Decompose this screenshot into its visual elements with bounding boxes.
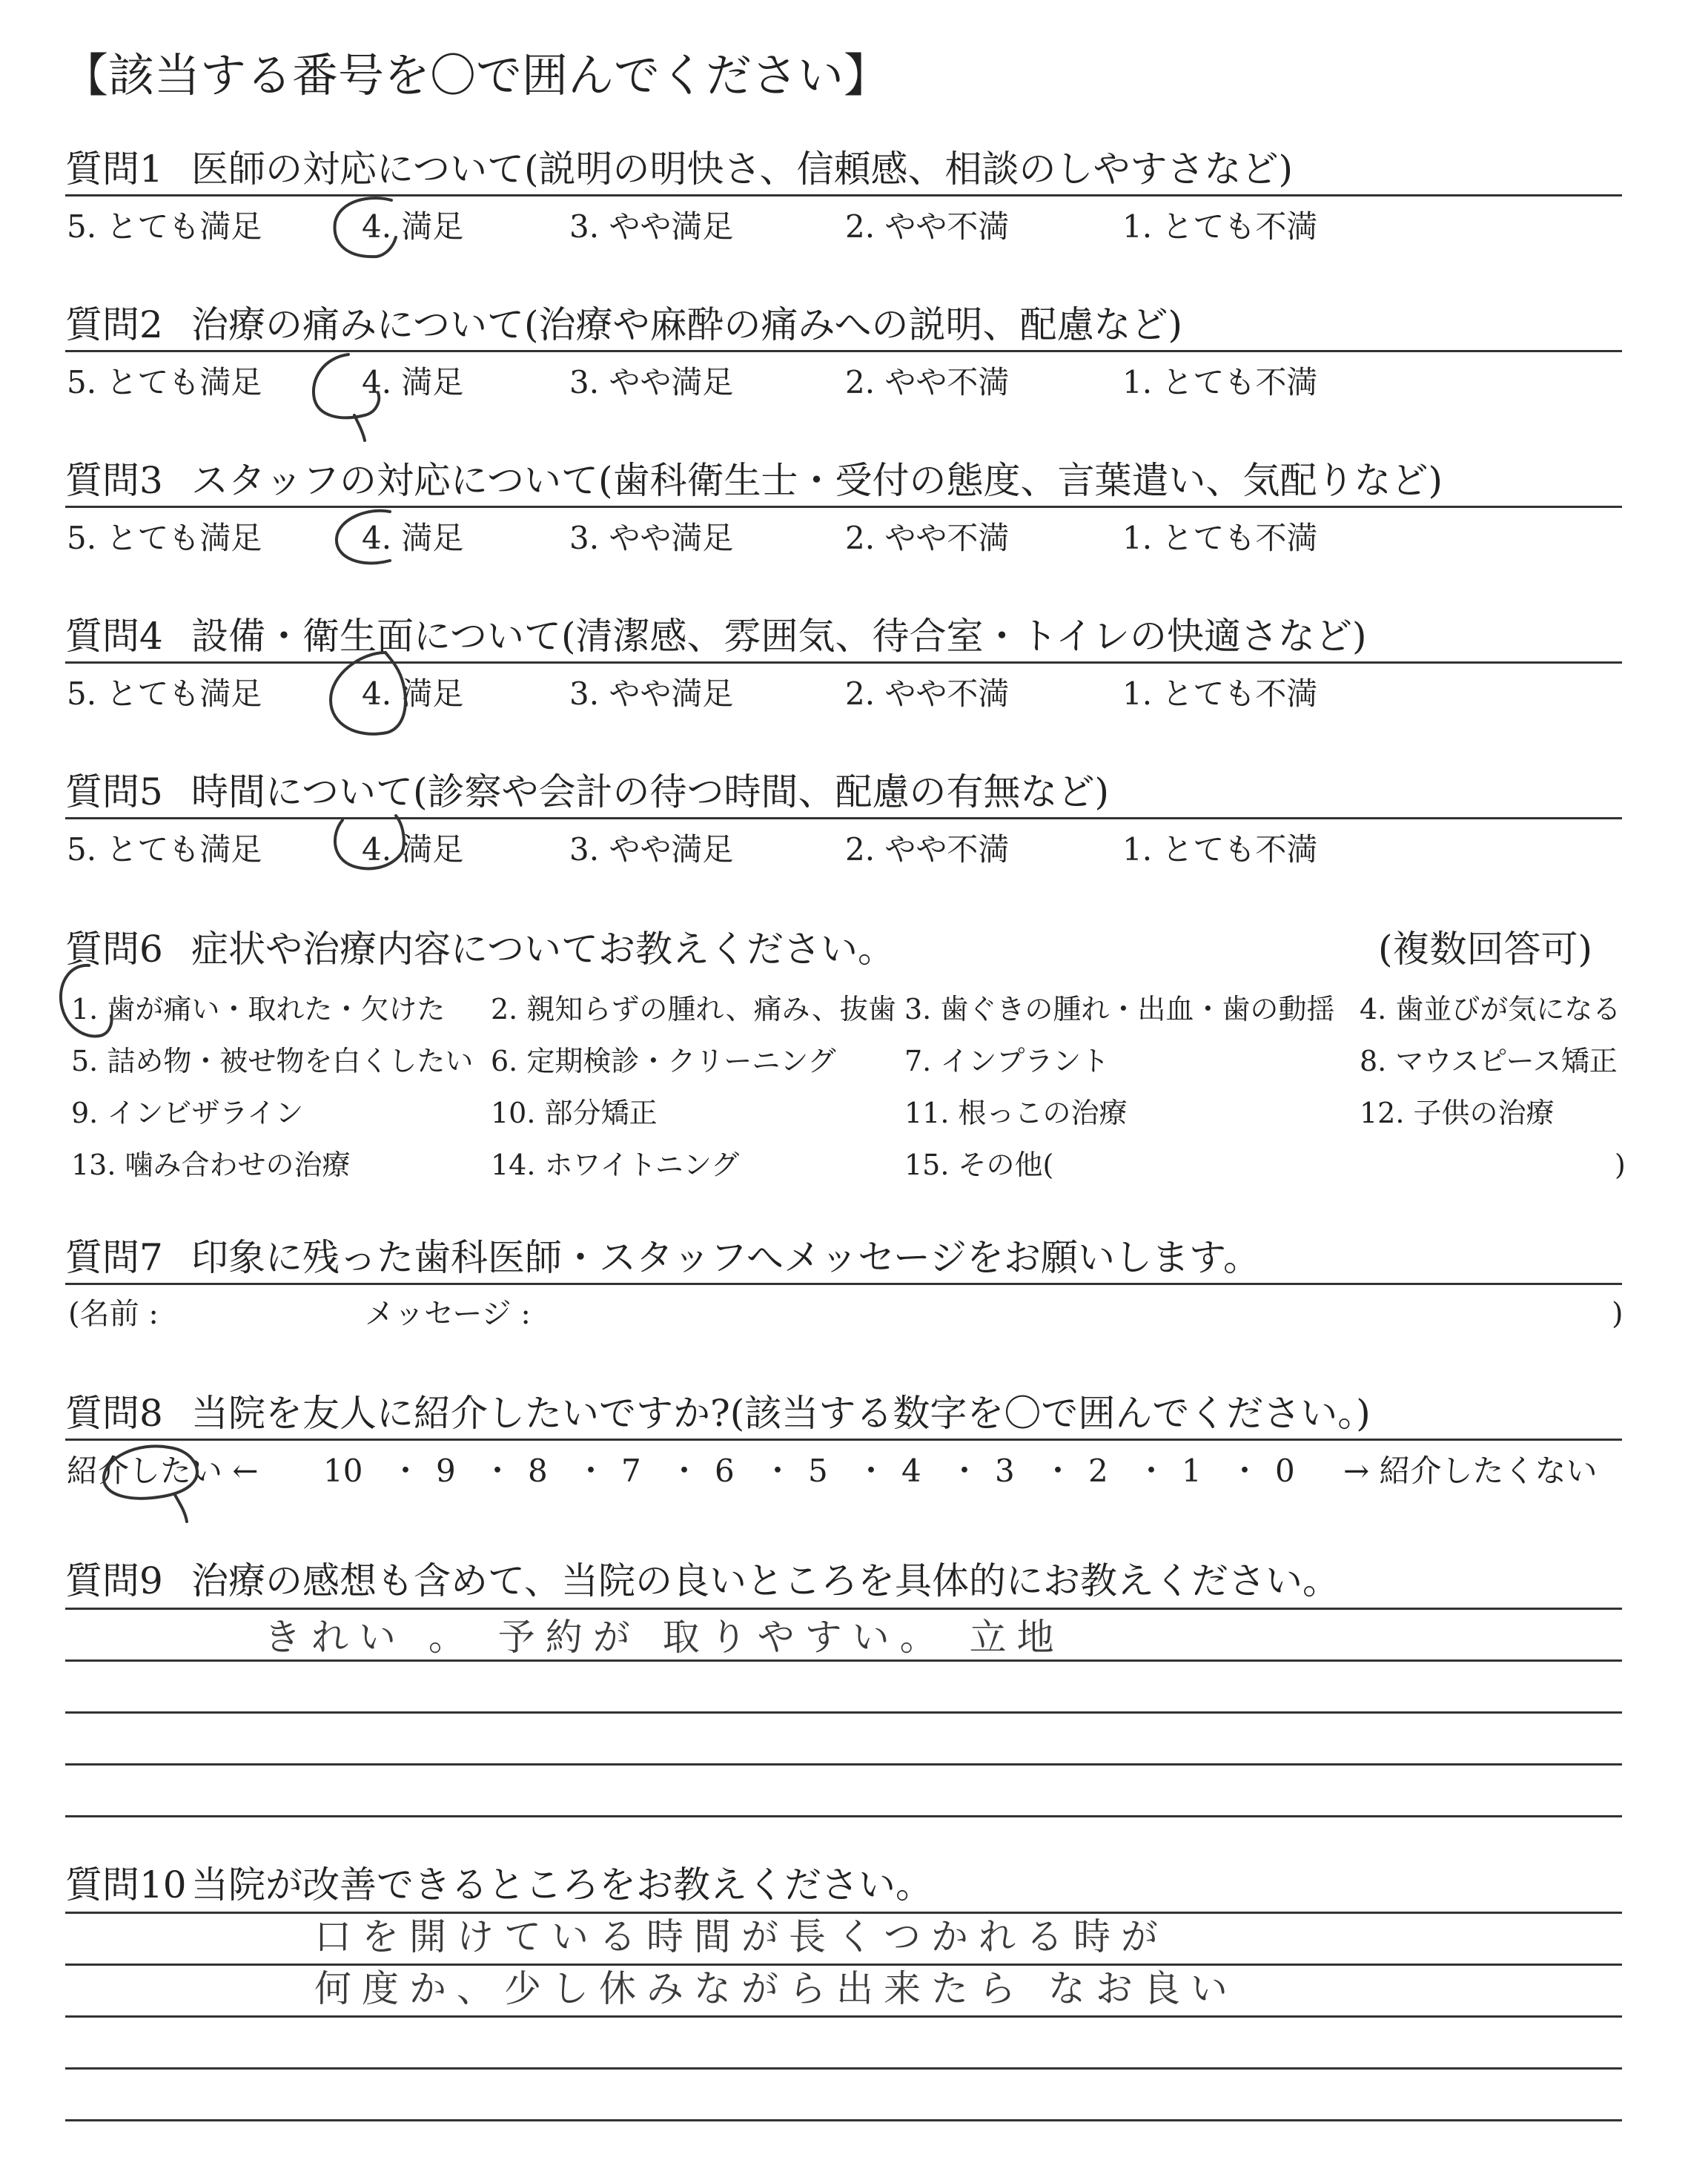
scale-value-5[interactable]: 5 [808, 1453, 828, 1489]
option-4[interactable]: 4. 満足 [362, 676, 464, 712]
option-4[interactable]: 4. 満足 [362, 364, 464, 400]
scale-separator: ・ [855, 1453, 887, 1489]
recommend-scale [65, 1450, 1622, 1493]
handwritten-answer: 何度か、少し休みながら出来たら なお良い [314, 1967, 1238, 2010]
scale-separator: ・ [669, 1453, 701, 1489]
option-4[interactable]: 4. 満足 [362, 208, 464, 245]
symptom-option[interactable]: 7. インプラント [904, 1045, 1110, 1077]
question-4 [65, 612, 1622, 724]
question-text: 症状や治療内容についてお教えください。 [191, 928, 895, 971]
handwritten-answer: きれい 。 予約が 取りやすい。 立地 [264, 1616, 1065, 1659]
question-number: 質問3 [65, 459, 163, 502]
answer-line[interactable] [65, 2015, 1622, 2018]
scale-value-1[interactable]: 1 [1182, 1453, 1202, 1489]
option-4[interactable]: 4. 満足 [362, 520, 464, 556]
scale-value-10[interactable]: 10 [323, 1453, 363, 1489]
question-6 [65, 925, 1626, 1192]
scale-separator: ・ [762, 1453, 794, 1489]
symptom-option[interactable]: 14. ホワイトニング [491, 1149, 740, 1181]
symptom-option[interactable]: 11. 根っこの治療 [904, 1097, 1128, 1129]
question-10 [65, 1861, 1622, 2143]
answer-line[interactable] [65, 1912, 1622, 1914]
symptom-option[interactable]: 10. 部分矯正 [491, 1097, 658, 1129]
question-text: 時間について(診察や会計の待つ時間、配慮の有無など) [191, 770, 1110, 813]
divider [65, 350, 1622, 352]
scale-separator: ・ [482, 1453, 514, 1489]
question-2 [65, 301, 1622, 412]
symptom-option[interactable]: 9. インビザライン [71, 1097, 304, 1129]
option-2[interactable]: 2. やや不満 [845, 364, 1010, 400]
symptom-row [65, 1093, 1622, 1135]
question-number: 質問9 [65, 1559, 163, 1602]
option-5[interactable]: 5. とても満足 [67, 364, 262, 400]
divider [65, 506, 1622, 508]
scale-value-4[interactable]: 4 [901, 1453, 921, 1489]
symptom-row [65, 1041, 1622, 1083]
scale-separator: ・ [1042, 1453, 1074, 1489]
option-3[interactable]: 3. やや満足 [569, 364, 734, 400]
option-1[interactable]: 1. とても不満 [1122, 208, 1318, 245]
divider [65, 194, 1622, 196]
question-text: 治療の感想も含めて、当院の良いところを具体的にお教えください。 [191, 1559, 1340, 1602]
question-number: 質問10 [65, 1863, 187, 1906]
option-2[interactable]: 2. やや不満 [845, 208, 1010, 245]
handwritten-answer: 口を開けている時間が長くつかれる時が [314, 1915, 1168, 1958]
circle-mark-q2-tail [354, 415, 365, 440]
question-heading [65, 925, 895, 973]
scale-left-label[interactable]: 紹介したい ← [67, 1453, 259, 1489]
option-5[interactable]: 5. とても満足 [67, 520, 262, 556]
answer-line[interactable] [65, 2119, 1622, 2121]
scale-separator: ・ [575, 1453, 607, 1489]
question-number: 質問2 [65, 303, 163, 346]
question-number: 質問1 [65, 148, 163, 191]
question-7 [65, 1234, 1622, 1345]
symptom-option[interactable]: 3. 歯ぐきの腫れ・出血・歯の動揺 [904, 993, 1335, 1025]
scale-value-3[interactable]: 3 [995, 1453, 1015, 1489]
option-2[interactable]: 2. やや不満 [845, 676, 1010, 712]
question-5 [65, 768, 1622, 879]
answer-line[interactable] [65, 1659, 1622, 1662]
question-text: 設備・衛生面について(清潔感、雰囲気、待合室・トイレの快適さなど) [191, 615, 1367, 658]
answer-line[interactable] [65, 1711, 1622, 1714]
question-3 [65, 457, 1622, 568]
multiple-answers-note: (複数回答可) [1377, 928, 1592, 971]
question-number: 質問6 [65, 928, 163, 971]
form-title: 【該当する番号を〇で囲んでください】 [62, 48, 890, 102]
rating-options [65, 206, 1622, 249]
question-9 [65, 1557, 1622, 1839]
symptom-option[interactable]: 13. 噛み合わせの治療 [71, 1149, 351, 1181]
scale-separator: ・ [949, 1453, 981, 1489]
question-heading [65, 301, 1182, 349]
option-3[interactable]: 3. やや満足 [569, 831, 734, 868]
symptom-option[interactable]: 12. 子供の治療 [1360, 1097, 1555, 1129]
scale-value-0[interactable]: 0 [1275, 1453, 1295, 1489]
other-close-paren: ) [1615, 1149, 1626, 1181]
question-text: 印象に残った歯科医師・スタッフへメッセージをお願いします。 [191, 1236, 1260, 1279]
question-text: スタッフの対応について(歯科衛生士・受付の態度、言葉遣い、気配りなど) [191, 459, 1443, 502]
message-label[interactable]: メッセージ : [365, 1297, 531, 1331]
symptom-row [65, 1145, 1626, 1186]
option-3[interactable]: 3. やや満足 [569, 520, 734, 556]
question-number: 質問4 [65, 615, 163, 658]
question-1 [65, 145, 1622, 257]
question-heading [65, 1557, 1340, 1605]
option-4[interactable]: 4. 満足 [362, 831, 464, 868]
option-1[interactable]: 1. とても不満 [1122, 831, 1318, 868]
option-1[interactable]: 1. とても不満 [1122, 676, 1318, 712]
question-text: 当院が改善できるところをお教えください。 [191, 1863, 933, 1906]
name-label: (名前 : [68, 1297, 159, 1331]
option-5[interactable]: 5. とても満足 [67, 831, 262, 868]
option-1[interactable]: 1. とても不満 [1122, 520, 1318, 556]
rating-options [65, 673, 1622, 716]
answer-line[interactable] [65, 2067, 1622, 2070]
question-heading [65, 1861, 933, 1909]
scale-value-7[interactable]: 7 [621, 1453, 641, 1489]
question-heading [65, 1390, 1371, 1437]
symptom-option[interactable]: 8. マウスピース矯正 [1360, 1045, 1618, 1077]
question-heading [65, 612, 1367, 660]
symptom-option[interactable]: 1. 歯が痛い・取れた・欠けた [71, 993, 446, 1025]
question-heading [65, 145, 1293, 193]
scale-separator: ・ [1136, 1453, 1168, 1489]
option-1[interactable]: 1. とても不満 [1122, 364, 1318, 400]
scale-right-label[interactable]: → 紹介したくない [1343, 1453, 1598, 1489]
message-close-paren: ) [1612, 1297, 1623, 1331]
scale-value-8[interactable]: 8 [528, 1453, 548, 1489]
divider [65, 1283, 1622, 1285]
symptom-option[interactable]: 4. 歯並びが気になる [1360, 993, 1621, 1025]
rating-options [65, 518, 1622, 561]
answer-line[interactable] [65, 1964, 1622, 1966]
scale-value-2[interactable]: 2 [1088, 1453, 1108, 1489]
question-number: 質問8 [65, 1392, 163, 1435]
symptom-row [65, 989, 1622, 1031]
scale-separator: ・ [390, 1453, 422, 1489]
answer-line[interactable] [65, 1815, 1622, 1817]
option-3[interactable]: 3. やや満足 [569, 676, 734, 712]
rating-options [65, 829, 1622, 872]
question-heading [65, 768, 1109, 816]
symptom-option[interactable]: 5. 詰め物・被せ物を白くしたい [71, 1045, 474, 1077]
question-text: 医師の対応について(説明の明快さ、信頼感、相談のしやすさなど) [191, 148, 1294, 191]
option-3[interactable]: 3. やや満足 [569, 208, 734, 245]
symptom-option[interactable]: 2. 親知らずの腫れ、痛み、抜歯 [491, 993, 896, 1025]
question-text: 治療の痛みについて(治療や麻酔の痛みへの説明、配慮など) [191, 303, 1183, 346]
symptom-option-other[interactable]: 15. その他( [904, 1149, 1054, 1181]
answer-line[interactable] [65, 1608, 1622, 1610]
question-text: 当院を友人に紹介したいですか?(該当する数字を〇で囲んでください。) [191, 1392, 1371, 1435]
divider [65, 1439, 1622, 1441]
option-5[interactable]: 5. とても満足 [67, 676, 262, 712]
scale-value-6[interactable]: 6 [715, 1453, 735, 1489]
option-2[interactable]: 2. やや不満 [845, 831, 1010, 868]
scale-separator: ・ [1229, 1453, 1261, 1489]
answer-line[interactable] [65, 1763, 1622, 1766]
option-2[interactable]: 2. やや不満 [845, 520, 1010, 556]
scale-value-9[interactable]: 9 [436, 1453, 456, 1489]
symptom-option[interactable]: 6. 定期検診・クリーニング [491, 1045, 836, 1077]
divider [65, 817, 1622, 819]
question-number: 質問5 [65, 770, 163, 813]
divider [65, 661, 1622, 664]
question-heading [65, 457, 1443, 504]
rating-options [65, 362, 1622, 405]
option-5[interactable]: 5. とても満足 [67, 208, 262, 245]
question-8 [65, 1390, 1622, 1501]
question-number: 質問7 [65, 1236, 163, 1279]
question-heading [65, 1234, 1260, 1281]
